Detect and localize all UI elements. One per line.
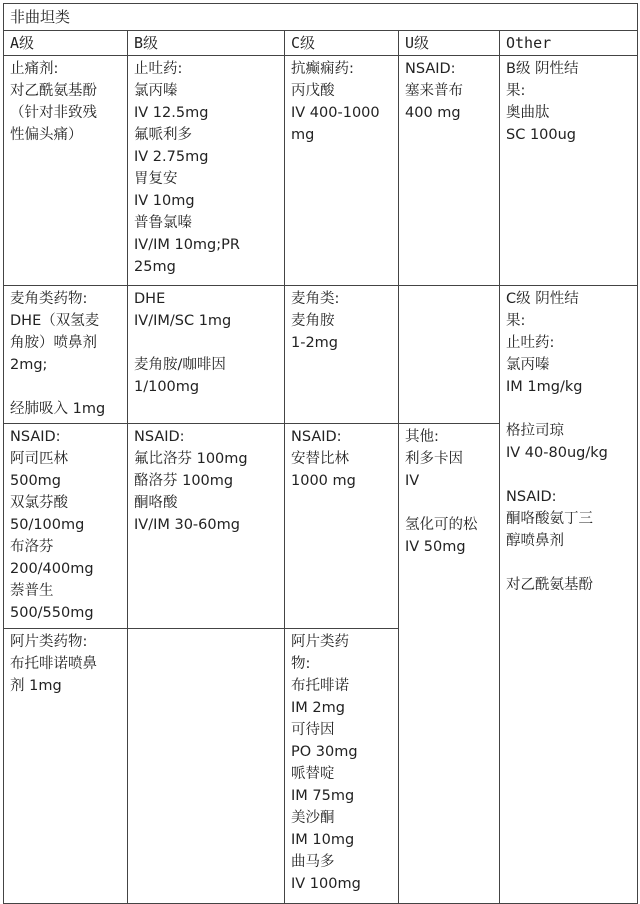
header-grade-b: B级 <box>128 31 285 56</box>
cell-r3-a: NSAID: 阿司匹林 500mg 双氯芬酸 50/100mg 布洛芬 200/400mg 萘普生 500/550mg <box>4 424 128 629</box>
header-grade-u: U级 <box>399 31 500 56</box>
drug-classification-table <box>3 3 638 904</box>
cell-r1-other: B级 阴性结 果: 奥曲肽 SC 100ug <box>500 56 638 286</box>
cell-r3-c: NSAID: 安替比林 1000 mg <box>285 424 399 629</box>
cell-r3-u: 其他: 利多卡因 IV 氢化可的松 IV 50mg <box>399 424 500 904</box>
header-other: Other <box>500 31 638 56</box>
cell-r4-a: 阿片类药物: 布托啡诺喷鼻 剂 1mg <box>4 629 128 904</box>
cell-r2-c: 麦角类: 麦角胺 1-2mg <box>285 286 399 424</box>
cell-r4-b <box>128 629 285 904</box>
cell-r3-b: NSAID: 氟比洛芬 100mg 酪洛芬 100mg 酮咯酸 IV/IM 30-60mg <box>128 424 285 629</box>
cell-r2-other: C级 阴性结 果: 止吐药: 氯丙嗪 IM 1mg/kg 格拉司琼 IV 40-80ug/kg NSAID: 酮咯酸氨丁三 醇喷鼻剂 对乙酰氨基酚 <box>500 286 638 904</box>
header-grade-c: C级 <box>285 31 399 56</box>
cell-r1-a: 止痛剂: 对乙酰氨基酚 （针对非致残 性偏头痛） <box>4 56 128 286</box>
cell-r1-c: 抗癫痫药: 丙戊酸 IV 400-1000 mg <box>285 56 399 286</box>
cell-r2-a: 麦角类药物: DHE（双氢麦 角胺）喷鼻剂 2mg; 经肺吸入 1mg <box>4 286 128 424</box>
cell-r1-u: NSAID: 塞来普布 400 mg <box>399 56 500 286</box>
table-title: 非曲坦类 <box>4 4 638 31</box>
cell-r4-c: 阿片类药 物: 布托啡诺 IM 2mg 可待因 PO 30mg 哌替啶 IM 75mg 美沙酮 IM 10mg 曲马多 IV 100mg <box>285 629 399 904</box>
cell-r2-b: DHE IV/IM/SC 1mg 麦角胺/咖啡因 1/100mg <box>128 286 285 424</box>
header-grade-a: A级 <box>4 31 128 56</box>
cell-r1-b: 止吐药: 氯丙嗪 IV 12.5mg 氟哌利多 IV 2.75mg 胃复安 IV 10mg 普鲁氯嗪 IV/IM 10mg;PR 25mg <box>128 56 285 286</box>
cell-r2-u <box>399 286 500 424</box>
